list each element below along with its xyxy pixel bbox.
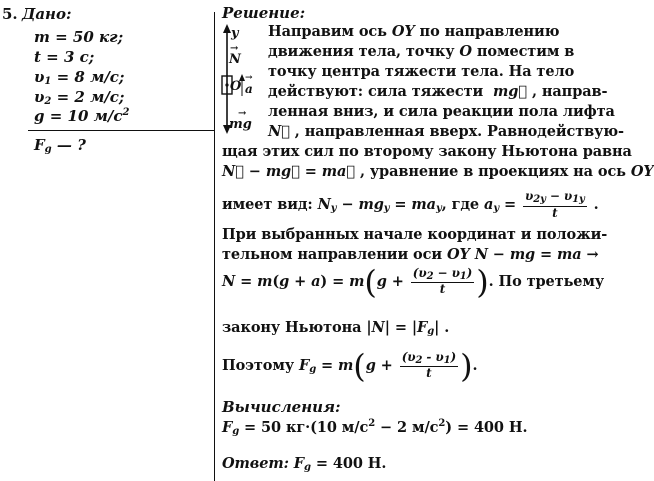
calc-title: Вычисления: [222, 398, 341, 416]
given-v1: $\upsilon_1 = 8$ м/с; [34, 68, 125, 87]
normal-force-label: N → [229, 43, 241, 67]
calc-line: $F_g = 50$ кг·(10 $м/с^2 - 2$ $м/с^2) = 400$ Н. [222, 418, 528, 437]
equation-normal-force: N = m(g + a) = m(g + $\frac{(\upsilon_2 - \upsilon_1)}{t}$ ). По третьему [222, 263, 605, 301]
given-mass: m = 50 кг; [34, 28, 124, 46]
solution-line-10: При выбранных начале координат и положи- [222, 226, 608, 243]
solution-line-11: тельном направлении оси OY N − mg = ma → [222, 246, 599, 263]
find-quantity: $F_g$ — ? [34, 136, 86, 155]
answer-line: Ответ: $F_g = 400$ Н. [222, 455, 387, 473]
solution-line-5: ленная вниз, и сила реакции пола лифта [268, 103, 615, 120]
solution-line-9: имеет вид: $N_y - mg_y = ma_y$, где $a_y$ = $\frac{\upsilon_{2y} - \upsilon_{1y}}{t}$ . [222, 189, 599, 220]
solution-line-3: точку центра тяжести тела. На тело [268, 63, 575, 80]
acceleration-fraction: $\frac{\upsilon_{2y} - \upsilon_{1y}}{t}$ [524, 189, 585, 220]
given-title: Дано: [22, 5, 72, 23]
solution-title: Решение: [222, 4, 306, 22]
solution-line-4: действуют: сила тяжести mg⃗ , направ- [268, 83, 608, 100]
solution-line-8: N⃗ − mg⃗ = ma⃗ , уравнение в проекциях на ось OY [222, 163, 654, 180]
origin-label: O [230, 79, 242, 94]
solution-line-1: Направим ось OY по направлению [268, 23, 560, 40]
gravity-force-label: mg → [229, 108, 252, 132]
problem-number: 5. [2, 5, 18, 23]
given-time: t = 3 с; [34, 48, 95, 66]
equation-weight: Поэтому $F_g = m(g$ + $\frac{(\upsilon_2 - \upsilon_1)}{t}$ ). [222, 347, 478, 385]
acceleration-label: a → [245, 73, 253, 96]
given-v2: $\upsilon_2 = 2$ м/с; [34, 88, 125, 107]
newton-third-law-line: закону Ньютона $|N| = |F_g|$ . [222, 319, 450, 337]
given-g: g = 10 $м/с^2$ [34, 107, 130, 125]
axis-y-label: y [231, 26, 239, 41]
column-divider [214, 12, 215, 481]
solution-line-7: щая этих сил по второму закону Ньютона равна [222, 143, 632, 160]
given-divider [28, 130, 214, 131]
solution-line-2: движения тела, точку O поместим в [268, 43, 575, 60]
solution-line-6: N⃗ , направленная вверх. Равнодействую- [268, 123, 624, 140]
